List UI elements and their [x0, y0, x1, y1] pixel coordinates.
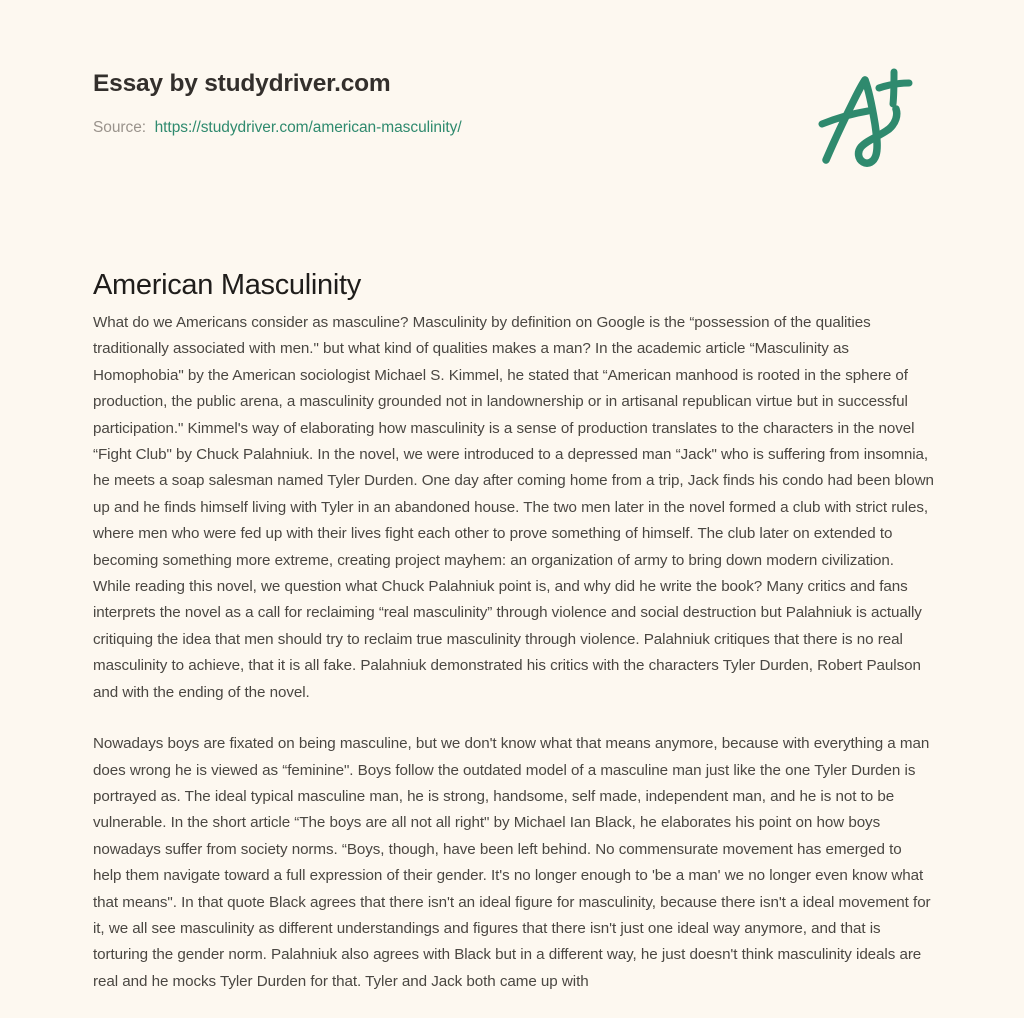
essay-byline: Essay by studydriver.com: [93, 70, 391, 97]
page-title: American Masculinity: [93, 269, 361, 302]
essay-body: [93, 310, 934, 995]
page-header: [0, 0, 1024, 200]
source-url-link[interactable]: https://studydriver.com/american-masculinity/: [154, 119, 462, 136]
paragraph-2: Nowadays boys are fixated on being masculine, but we don't know what that means anymore, because with everything a man does wrong he is viewed as “feminine". Boys follow the outdated model of a masculine man just like the one Tyler Durden is portrayed as. The ideal typical masculine man, he is strong, handsome, self made, independent man, and he is not to be vulnerable. In the short article “The boys are all not all right" by Michael Ian Black, he elaborates his point on how boys nowadays suffer from society norms. “Boys, though, have been left behind. No commensurate movement has emerged to help them navigate toward a full expression of their gender. It's no longer enough to 'be a man' we no longer even know what that means". In that quote Black agrees that there isn't an ideal figure for masculinity, because there isn't a ideal movement for it, we all see masculinity as different understandings and figures that there isn't just one ideal way anymore, and that is torturing the gender norm. Palahniuk also agrees with Black but in a different way, he just doesn't think masculinity ideals are real and he mocks Tyler Durden for that. Tyler and Jack both came up with: [93, 735, 931, 990]
source-line: [93, 119, 462, 137]
paragraph-1: What do we Americans consider as masculine? Masculinity by definition on Google is the “possession of the qualities traditionally associated with men." but what kind of qualities makes a man? In the academic article “Masculinity as Homophobia" by the American sociologist Michael S. Kimmel, he stated that “American manhood is rooted in the sphere of production, the public arena, a masculinity grounded not in landownership or in artisanal republican virtue but in successful participation." Kimmel's way of elaborating how masculinity is a sense of production translates to the characters in the novel “Fight Club" by Chuck Palahniuk. In the novel, we were introduced to a depressed man “Jack" who is suffering from insomnia, he meets a soap salesman named Tyler Durden. One day after coming home from a trip, Jack finds his condo had been blown up and he finds himself living with Tyler in an abandoned house. The two men later in the novel formed a club with strict rules, where men who were fed up with their lives fight each other to prove something of himself. The club later on extended to becoming something more extreme, creating project mayhem: an organization of army to bring down modern civilization. While reading this novel, we question what Chuck Palahniuk point is, and why did he write the book? Many critics and fans interprets the novel as a call for reclaiming “real masculinity” through violence and social destruction but Palahniuk is actually critiquing the idea that men should try to reclaim true masculinity through violence. Palahniuk critiques that there is no real masculinity to achieve, that it is all fake. Palahniuk demonstrated his critics with the characters Tyler Durden, Robert Paulson and with the ending of the novel.: [93, 314, 934, 701]
source-label: Source:: [93, 119, 147, 136]
a-plus-logo-icon: [812, 66, 924, 170]
studydriver-logo[interactable]: [812, 66, 924, 170]
